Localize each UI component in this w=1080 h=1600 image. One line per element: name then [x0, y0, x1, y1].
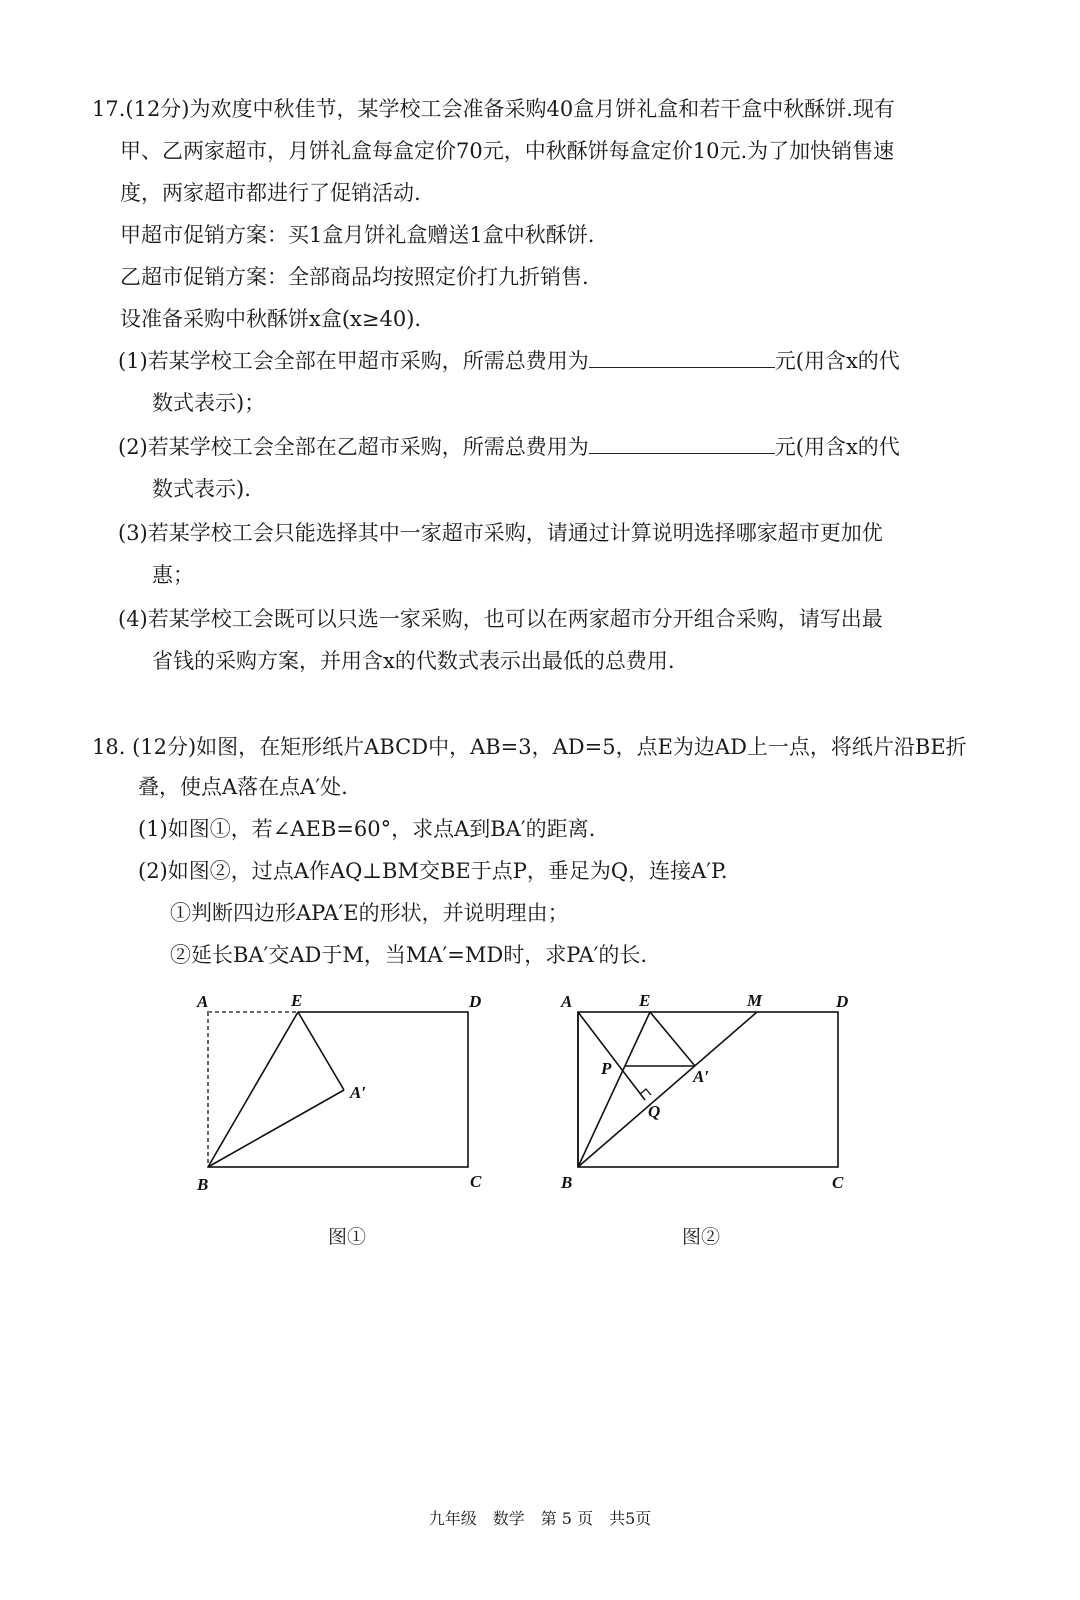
- segment-ea-prime: [298, 1012, 344, 1090]
- figure-2-caption: 图②: [682, 1226, 721, 1248]
- label-b: B: [197, 1175, 209, 1194]
- segment-be-2: [578, 1012, 650, 1167]
- q17-line-3: 度，两家超市都进行了促销活动.: [120, 181, 421, 205]
- label-d-2: D: [836, 992, 849, 1011]
- q18-line-6: ②延长BA′交AD于M，当MA′=MD时，求PA′的长.: [170, 943, 648, 967]
- label-e: E: [291, 991, 303, 1010]
- right-angle-mark: [640, 1089, 651, 1095]
- label-a-prime-2: A′: [693, 1067, 710, 1086]
- label-a-2: A: [561, 992, 573, 1011]
- q17-part3-cont: 惠；: [152, 563, 194, 587]
- q17-part4-cont: 省钱的采购方案，并用含x的代数式表示出最低的总费用.: [152, 649, 675, 673]
- rectangle-abcd: [208, 1012, 468, 1167]
- q17-part1-cont: 数式表示)；: [152, 391, 266, 415]
- figure-1-caption: 图①: [328, 1226, 367, 1248]
- q18-line-3: (1)如图①，若∠AEB=60°，求点A到BA′的距离.: [138, 817, 596, 841]
- segment-ba-prime: [208, 1090, 344, 1167]
- q17-part1: [118, 347, 900, 375]
- segment-bm: [578, 1012, 757, 1167]
- q17-part2-text-b: 元(用含x的代: [774, 435, 900, 459]
- q17-line-1: 17.(12分)为欢度中秋佳节，某学校工会准备采购40盒月饼礼盒和若干盒中秋酥饼.现有: [92, 97, 895, 121]
- label-b-2: B: [561, 1173, 573, 1192]
- figure-2: [560, 990, 880, 1200]
- q18-line-2: 叠，使点A落在点A′处.: [138, 775, 348, 799]
- answer-blank-2: [589, 433, 775, 454]
- label-a-prime: A′: [350, 1083, 367, 1102]
- label-a: A: [197, 992, 209, 1011]
- rectangle-abcd-2: [578, 1012, 838, 1167]
- label-e-2: E: [639, 991, 651, 1010]
- label-d: D: [469, 992, 482, 1011]
- q17-line-2: 甲、乙两家超市，月饼礼盒每盒定价70元，中秋酥饼每盒定价10元.为了加快销售速: [120, 139, 895, 163]
- segment-ea-prime-2: [650, 1012, 695, 1066]
- answer-blank-1: [589, 347, 775, 368]
- q17-part2: [118, 433, 900, 461]
- q17-part3: (3)若某学校工会只能选择其中一家超市采购，请通过计算说明选择哪家超市更加优: [118, 521, 883, 545]
- label-q: Q: [648, 1102, 661, 1121]
- label-m: M: [747, 991, 763, 1010]
- q18-line-1: 18. (12分)如图，在矩形纸片ABCD中，AB=3，AD=5，点E为边AD上一点，将纸片沿BE折: [92, 735, 967, 759]
- page-footer: 九年级 数学 第 5 页 共5页: [428, 1509, 652, 1528]
- q17-line-6: 设准备采购中秋酥饼x盒(x≥40).: [120, 307, 422, 331]
- label-c-2: C: [832, 1173, 844, 1192]
- segment-aq: [578, 1012, 645, 1100]
- q18-line-5: ①判断四边形APA′E的形状，并说明理由；: [170, 901, 569, 925]
- q17-part1-text-b: 元(用含x的代: [774, 349, 900, 373]
- segment-be: [208, 1012, 298, 1167]
- q17-part2-cont: 数式表示).: [152, 477, 251, 501]
- q17-part1-text-a: (1)若某学校工会全部在甲超市采购，所需总费用为: [118, 349, 589, 373]
- q18-line-4: (2)如图②，过点A作AQ⊥BM交BE于点P，垂足为Q，连接A′P.: [138, 859, 728, 883]
- label-c: C: [470, 1172, 482, 1191]
- q17-part2-text-a: (2)若某学校工会全部在乙超市采购，所需总费用为: [118, 435, 589, 459]
- q17-part4: (4)若某学校工会既可以只选一家采购，也可以在两家超市分开组合采购，请写出最: [118, 607, 883, 631]
- q17-line-4: 甲超市促销方案：买1盒月饼礼盒赠送1盒中秋酥饼.: [120, 223, 595, 247]
- figure-1: [190, 990, 510, 1200]
- q17-line-5: 乙超市促销方案：全部商品均按照定价打九折销售.: [120, 265, 589, 289]
- label-p: P: [601, 1059, 612, 1078]
